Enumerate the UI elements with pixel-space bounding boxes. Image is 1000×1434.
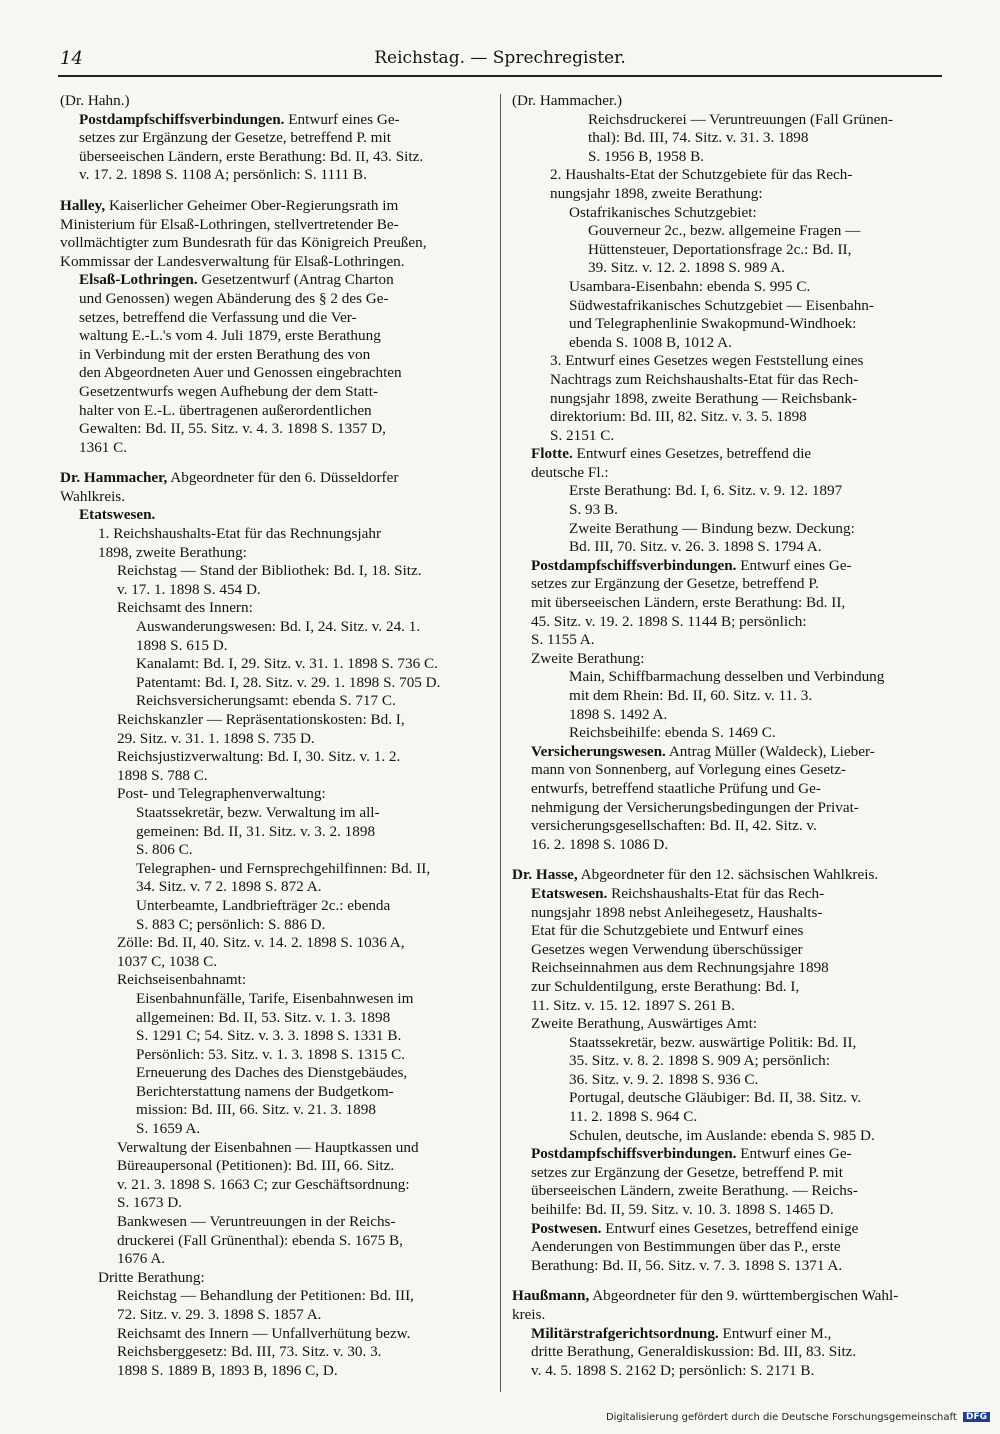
register-line: Berichterstattung namens der Budgetkom- bbox=[136, 1082, 394, 1100]
register-line: Zölle: Bd. II, 40. Sitz. v. 14. 2. 1898 S. 1036 A, bbox=[117, 934, 405, 952]
footer-credit bbox=[606, 1412, 990, 1423]
register-line: 11. Sitz. v. 15. 12. 1897 S. 261 B. bbox=[531, 996, 735, 1014]
footer-text: Digitalisierung gefördert durch die Deutsche Forschungsgemeinschaft bbox=[605, 1412, 957, 1423]
register-line: Etatswesen. Reichshaushalts-Etat für das Rech- bbox=[531, 884, 825, 902]
register-line: S. 1659 A. bbox=[136, 1120, 201, 1138]
keyword-heading: Postdampfschiffsverbindungen. bbox=[531, 556, 737, 574]
register-line: Bd. III, 70. Sitz. v. 26. 3. 1898 S. 1794 A. bbox=[569, 538, 822, 556]
register-line: Ministerium für Elsaß-Lothringen, stellvertretender Be- bbox=[60, 215, 399, 233]
register-line: Militärstrafgerichtsordnung. Entwurf einer M., bbox=[531, 1324, 832, 1342]
keyword-heading: Elsaß-Lothringen. bbox=[79, 271, 198, 289]
register-line: Eisenbahnunfälle, Tarife, Eisenbahnwesen im bbox=[136, 989, 414, 1007]
keyword-heading: Flotte. bbox=[531, 445, 573, 463]
right-column bbox=[512, 92, 938, 1380]
register-line: Reichstag — Stand der Bibliothek: Bd. I, 18. Sitz. bbox=[117, 562, 422, 580]
register-line: 11. 2. 1898 S. 964 C. bbox=[569, 1108, 698, 1126]
register-line: in Verbindung mit der ersten Berathung des von bbox=[79, 345, 371, 363]
register-line: v. 17. 1. 1898 S. 454 D. bbox=[117, 580, 261, 598]
keyword-heading: Postwesen. bbox=[531, 1219, 602, 1237]
register-line: setzes zur Ergänzung der Gesetze, betreffend P. mit bbox=[531, 1163, 843, 1181]
keyword-heading: Etatswesen. bbox=[531, 884, 608, 902]
register-line: und Telegraphenlinie Swakopmund-Windhoek: bbox=[569, 315, 857, 333]
register-line: Unterbeamte, Landbriefträger 2c.: ebenda bbox=[136, 896, 391, 914]
register-line: Ostafrikanisches Schutzgebiet: bbox=[569, 203, 757, 221]
register-line: Zweite Berathung, Auswärtiges Amt: bbox=[531, 1015, 758, 1033]
keyword-heading: Versicherungswesen. bbox=[531, 742, 666, 760]
register-line: Reichsdruckerei — Veruntreuungen (Fall Grünen- bbox=[588, 110, 894, 128]
register-line: 1361 C. bbox=[79, 438, 128, 456]
register-line bbox=[60, 506, 488, 525]
register-line: mit überseeischen Ländern, erste Berathung: Bd. II, bbox=[531, 594, 846, 612]
register-line: mann von Sonnenberg, auf Vorlegung eines Gesetz- bbox=[531, 761, 847, 779]
register-line: v. 17. 2. 1898 S. 1108 A; persönlich: S. 1111 B. bbox=[79, 166, 367, 184]
register-line: 1898 S. 1889 B, 1893 B, 1896 C, D. bbox=[117, 1361, 338, 1379]
register-line: überseeischen Ländern, erste Berathung: Bd. II, 43. Sitz. bbox=[79, 147, 424, 165]
register-line: Erneuerung des Daches des Dienstgebäudes, bbox=[136, 1064, 408, 1082]
keyword-heading: Militärstrafgerichtsordnung. bbox=[531, 1324, 719, 1342]
register-line: Haußmann, Abgeordneter für den 9. württembergischen Wahl- bbox=[512, 1287, 899, 1305]
register-line: Staatssekretär, bezw. auswärtige Politik: Bd. II, bbox=[569, 1033, 857, 1051]
register-line: Auswanderungswesen: Bd. I, 24. Sitz. v. 24. 1. bbox=[136, 618, 421, 636]
register-line: thal): Bd. III, 74. Sitz. v. 31. 3. 1898 bbox=[588, 129, 809, 147]
register-line: Postwesen. Entwurf eines Gesetzes, betreffend einige bbox=[531, 1219, 859, 1237]
page-header-title: Reichstag. — Sprechregister. bbox=[374, 48, 626, 68]
register-line: Reichsjustizverwaltung: Bd. I, 30. Sitz. v. 1. 2. bbox=[117, 748, 401, 766]
register-line: Gesetzentwurfs wegen Aufhebung der dem Statt- bbox=[79, 382, 379, 400]
register-line: 1898 S. 1492 A. bbox=[569, 705, 668, 723]
register-line: Nachtrags zum Reichshaushalts-Etat für das Rech- bbox=[550, 370, 859, 388]
register-line: (Dr. Hahn.) bbox=[60, 92, 130, 109]
register-line: Aenderungen von Bestimmungen über das P., erste bbox=[531, 1238, 841, 1256]
register-line: Etat für die Schutzgebiete und Entwurf eines bbox=[531, 922, 804, 940]
register-line: 39. Sitz. v. 12. 2. 1898 S. 989 A. bbox=[588, 259, 785, 277]
register-line: Reichseinnahmen aus dem Rechnungsjahre 1898 bbox=[531, 959, 829, 977]
register-line: S. 883 C; persönlich: S. 886 D. bbox=[136, 915, 326, 933]
keyword-heading: Dr. Hasse, bbox=[512, 866, 578, 884]
keyword-heading: Halley, bbox=[60, 196, 106, 214]
register-line: Reichseisenbahnamt: bbox=[117, 971, 247, 989]
register-line: Bankwesen — Veruntreuungen in der Reichs- bbox=[117, 1213, 396, 1231]
register-line: halter von E.-L. übertragenen außerordentlichen bbox=[79, 401, 372, 419]
register-line: Reichsversicherungsamt: ebenda S. 717 C. bbox=[136, 692, 396, 710]
register-line: direktorium: Bd. III, 82. Sitz. v. 3. 5. 1898 bbox=[550, 408, 807, 426]
register-line: Flotte. Entwurf eines Gesetzes, betreffend die bbox=[531, 445, 812, 463]
register-line: Reichsamt des Innern — Unfallverhütung bezw. bbox=[117, 1324, 411, 1342]
register-line: Usambara-Eisenbahn: ebenda S. 995 C. bbox=[569, 277, 811, 295]
register-line: Gewalten: Bd. II, 55. Sitz. v. 4. 3. 1898 S. 1357 D, bbox=[79, 420, 386, 438]
register-line: Persönlich: 53. Sitz. v. 1. 3. 1898 S. 1315 C. bbox=[136, 1045, 406, 1063]
register-line: versicherungsgesellschaften: Bd. II, 42. Sitz. v. bbox=[531, 817, 817, 835]
register-line: Gesetzes wegen Verwendung überschüssiger bbox=[531, 940, 803, 958]
register-line: 1. Reichshaushalts-Etat für das Rechnungsjahr bbox=[98, 525, 382, 543]
register-line: kreis. bbox=[512, 1306, 546, 1323]
register-line: Reichsberggesetz: Bd. III, 73. Sitz. v. 30. 3. bbox=[117, 1343, 382, 1361]
register-line: Elsaß-Lothringen. Gesetzentwurf (Antrag Charton bbox=[79, 271, 394, 289]
register-line: S. 93 B. bbox=[569, 501, 618, 519]
register-line: den Abgeordneten Auer und Genossen eingebrachten bbox=[79, 364, 402, 382]
register-line: 72. Sitz. v. 29. 3. 1898 S. 1857 A. bbox=[117, 1306, 322, 1323]
register-line: S. 1155 A. bbox=[531, 631, 595, 649]
keyword-heading: Dr. Hammacher, bbox=[60, 469, 168, 487]
register-line: v. 4. 5. 1898 S. 2162 D; persönlich: S. 2171 B. bbox=[531, 1361, 815, 1379]
register-line: 34. Sitz. v. 7 2. 1898 S. 872 A. bbox=[136, 878, 322, 896]
register-line: 1037 C, 1038 C. bbox=[117, 952, 217, 970]
register-line: Dr. Hasse, Abgeordneter für den 12. sächsischen Wahlkreis. bbox=[512, 866, 879, 884]
register-line: deutsche Fl.: bbox=[531, 463, 609, 481]
register-line: Südwestafrikanisches Schutzgebiet — Eisenbahn- bbox=[569, 296, 874, 314]
register-line: Staatssekretär, bezw. Verwaltung im all- bbox=[136, 803, 380, 821]
register-line: 1898, zweite Berathung: bbox=[98, 543, 247, 561]
register-line: nungsjahr 1898, zweite Berathung: bbox=[550, 184, 763, 202]
register-line: Main, Schiffbarmachung desselben und Verbindung bbox=[569, 668, 885, 686]
register-line: 36. Sitz. v. 9. 2. 1898 S. 936 C. bbox=[569, 1070, 759, 1088]
header-rule bbox=[58, 75, 942, 77]
register-line: S. 2151 C. bbox=[550, 426, 615, 444]
register-line: Halley, Kaiserlicher Geheimer Ober-Regierungsrath im bbox=[60, 196, 399, 214]
register-line: Zweite Berathung: bbox=[531, 649, 645, 667]
register-line: Zweite Berathung — Bindung bezw. Deckung: bbox=[569, 519, 855, 537]
register-line: überseeischen Ländern, zweite Berathung. — Reichs- bbox=[531, 1182, 858, 1200]
register-line: mission: Bd. III, 66. Sitz. v. 21. 3. 1898 bbox=[136, 1101, 376, 1119]
register-line: gemeinen: Bd. II, 31. Sitz. v. 3. 2. 1898 bbox=[136, 822, 376, 840]
register-line: 1898 S. 788 C. bbox=[117, 766, 208, 784]
keyword-heading: Haußmann, bbox=[512, 1287, 590, 1305]
register-line: v. 21. 3. 1898 S. 1663 C; zur Geschäftsordnung: bbox=[117, 1175, 410, 1193]
register-line: dritte Berathung, Generaldiskussion: Bd. III, 83. Sitz. bbox=[531, 1343, 857, 1361]
register-line: Gouverneur 2c., bezw. allgemeine Fragen — bbox=[588, 222, 861, 240]
register-line: Patentamt: Bd. I, 28. Sitz. v. 29. 1. 1898 S. 705 D. bbox=[136, 673, 441, 691]
register-line: nungsjahr 1898 nebst Anleihegesetz, Haushalts- bbox=[531, 903, 823, 921]
register-line: Schulen, deutsche, im Auslande: ebenda S. 985 D. bbox=[569, 1126, 875, 1144]
register-line: entwurfs, betreffend staatliche Prüfung und Ge- bbox=[531, 779, 821, 797]
register-line: Reichsbeihilfe: ebenda S. 1469 C. bbox=[569, 724, 776, 742]
register-line: Dr. Hammacher, Abgeordneter für den 6. Düsseldorfer bbox=[60, 469, 399, 487]
register-line: vollmächtigter zum Bundesrath für das Königreich Preußen, bbox=[60, 234, 427, 252]
register-line: Büreaupersonal (Petitionen): Bd. III, 66. Sitz. bbox=[117, 1157, 395, 1175]
register-line: setzes zur Ergänzung der Gesetze, betreffend P. mit bbox=[79, 129, 391, 147]
register-line: nungsjahr 1898, zweite Berathung — Reichsbank- bbox=[550, 389, 858, 407]
register-line: Berathung: Bd. II, 56. Sitz. v. 7. 3. 1898 S. 1371 A. bbox=[531, 1256, 843, 1274]
register-line: allgemeinen: Bd. II, 53. Sitz. v. 1. 3. 1898 bbox=[136, 1008, 391, 1026]
register-line: Portugal, deutsche Gläubiger: Bd. II, 38. Sitz. v. bbox=[569, 1089, 862, 1107]
register-line: 1676 A. bbox=[117, 1250, 166, 1268]
register-line: (Dr. Hammacher.) bbox=[512, 92, 623, 109]
register-line: nehmigung der Versicherungsbedingungen der Privat- bbox=[531, 798, 859, 816]
register-line: setzes zur Ergänzung der Gesetze, betreffend P. bbox=[531, 575, 819, 593]
register-line: Postdampfschiffsverbindungen. Entwurf eines Ge- bbox=[531, 1145, 852, 1163]
register-line: S. 806 C. bbox=[136, 841, 193, 859]
register-line: Versicherungswesen. Antrag Müller (Waldeck), Lieber- bbox=[531, 742, 875, 760]
register-line: 29. Sitz. v. 31. 1. 1898 S. 735 D. bbox=[117, 729, 315, 747]
register-line: S. 1956 B, 1958 B. bbox=[588, 147, 705, 165]
register-line: 35. Sitz. v. 8. 2. 1898 S. 909 A; persönlich: bbox=[569, 1052, 830, 1070]
register-line: S. 1673 D. bbox=[117, 1194, 182, 1212]
register-line: druckerei (Fall Grünenthal): ebenda S. 1675 B, bbox=[117, 1231, 403, 1249]
register-line: Wahlkreis. bbox=[60, 487, 125, 505]
register-line: Verwaltung der Eisenbahnen — Hauptkassen und bbox=[117, 1138, 419, 1156]
register-line: Postdampfschiffsverbindungen. Entwurf eines Ge- bbox=[79, 110, 400, 128]
register-line: mit dem Rhein: Bd. II, 60. Sitz. v. 11. 3. bbox=[569, 687, 813, 704]
register-line: beihilfe: Bd. II, 59. Sitz. v. 10. 3. 1898 S. 1465 D. bbox=[531, 1201, 834, 1219]
register-line: Postdampfschiffsverbindungen. Entwurf eines Ge- bbox=[531, 556, 852, 574]
dfg-logo: DFG bbox=[963, 1412, 990, 1422]
register-line: zur Schuldentilgung, erste Berathung: Bd. I, bbox=[531, 977, 800, 995]
register-line: 2. Haushalts-Etat der Schutzgebiete für das Rech- bbox=[550, 166, 853, 184]
register-line: Reichskanzler — Repräsentationskosten: Bd. I, bbox=[117, 711, 405, 728]
register-line: Kanalamt: Bd. I, 29. Sitz. v. 31. 1. 1898 S. 736 C. bbox=[136, 655, 438, 673]
keyword-heading: Postdampfschiffsverbindungen. bbox=[79, 110, 285, 128]
register-line: waltung E.-L.'s vom 4. Juli 1879, erste Berathung bbox=[79, 327, 381, 345]
register-line: und Genossen) wegen Abänderung des § 2 des Ge- bbox=[79, 289, 389, 307]
column-divider bbox=[500, 94, 501, 1392]
register-line: Dritte Berathung: bbox=[98, 1268, 205, 1286]
register-line: setzes, betreffend die Verfassung und die Ver- bbox=[79, 308, 357, 326]
register-line: Post- und Telegraphenverwaltung: bbox=[117, 785, 326, 803]
register-line: 45. Sitz. v. 19. 2. 1898 S. 1144 B; persönlich: bbox=[531, 612, 807, 630]
left-column bbox=[60, 92, 488, 1380]
register-line: Reichstag — Behandlung der Petitionen: Bd. III, bbox=[117, 1287, 414, 1305]
register-line: 16. 2. 1898 S. 1086 D. bbox=[531, 835, 669, 853]
register-line: Telegraphen- und Fernsprechgehilfinnen: Bd. II, bbox=[136, 859, 431, 877]
register-line: ebenda S. 1008 B, 1012 A. bbox=[569, 333, 732, 351]
register-line: 3. Entwurf eines Gesetzes wegen Feststellung eines bbox=[550, 352, 864, 370]
register-line: Reichsamt des Innern: bbox=[117, 599, 253, 617]
keyword-heading: Etatswesen. bbox=[79, 506, 156, 524]
register-line: Kommissar der Landesverwaltung für Elsaß-Lothringen. bbox=[60, 252, 405, 270]
register-line: Erste Berathung: Bd. I, 6. Sitz. v. 9. 12. 1897 bbox=[569, 482, 843, 500]
register-line: 1898 S. 615 D. bbox=[136, 636, 228, 654]
register-line: S. 1291 C; 54. Sitz. v. 3. 3. 1898 S. 1331 B. bbox=[136, 1027, 402, 1045]
keyword-heading: Postdampfschiffsverbindungen. bbox=[531, 1145, 737, 1163]
register-line: Hüttensteuer, Deportationsfrage 2c.: Bd. II, bbox=[588, 240, 852, 258]
page-number: 14 bbox=[60, 48, 83, 69]
